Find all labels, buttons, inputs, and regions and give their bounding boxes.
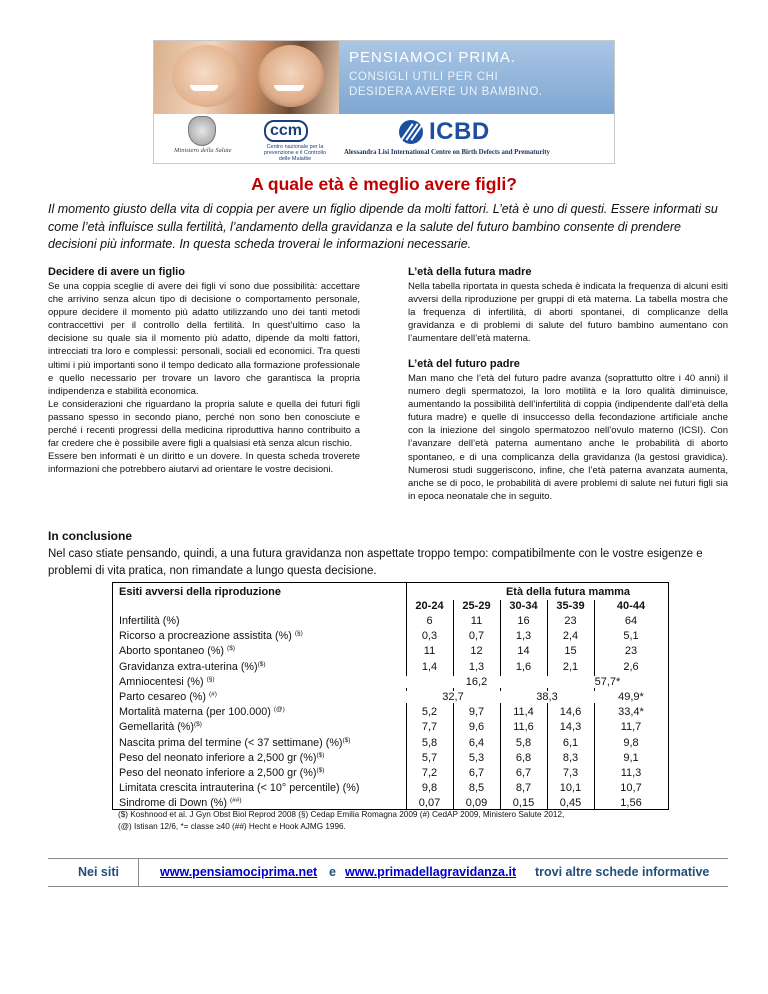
left-paragraph-1: Se una coppia sceglie di avere dei figli vi sono due possibilità: accettare che arrivino senza alcun tipo di decisione o comportamento personale, oppure decidere il momento più adatto utilizzando uno dei tanti metodi contraccettivi per il controllo della fertilità. In quest’ultimo caso la decisione su quale sia il momento più adatto, dipende da molti fattori, intrecciati tra loro e complessi: personali, sociali ed economici. Tra questi ultimi i più importanti sono il tempo dedicato alla formazione professionale e quello necessario per trovare un lavoro che garantisca la propria indipendenza e stabilità economica. — [48, 281, 360, 397]
table-cell: 8,7 — [515, 782, 532, 795]
table-row-source-mark: (§) — [206, 675, 215, 683]
table-cell: 9,8 — [623, 736, 639, 749]
table-row-label: Aborto spontaneo (%) ($) — [119, 645, 235, 658]
table-cell: 5,1 — [623, 630, 639, 643]
table-cell: 6,4 — [468, 736, 485, 749]
table-cell: 9,7 — [468, 706, 485, 719]
footer-label: Nei siti — [78, 865, 119, 879]
logo-strip — [154, 114, 614, 163]
intro-text: Il momento giusto della vita di coppia per avere un figlio dipende da molti fattori. L’età è uno di questi. Essere informati su come l’età influisce sulla fertilità, l’andamento della gravidanza e la salute del futuro bambino consente di prendere decisioni più informate. In questa scheda troverai le informazioni necessarie. — [48, 202, 718, 251]
left-paragraph-2: Le considerazioni che riguardano la propria salute e quella dei futuri figli passano spesso in secondo piano, perché non sono ben conosciute e perché i recenti progressi della medicina riproduttiva hanno contribuito a far credere che è possibile avere figli a qualsiasi età senza alcun rischio. — [48, 398, 360, 450]
table-cell: 0,3 — [421, 630, 438, 643]
table-cell: 5,8 — [421, 736, 438, 749]
table-cell: 5,3 — [468, 751, 485, 764]
table-row-source-mark: (#) — [209, 691, 217, 698]
table-cell: 0,45 — [559, 797, 582, 810]
table-cell: 14,6 — [559, 706, 582, 719]
table-merged-cell: 49,9* — [594, 691, 668, 703]
table-cell: 11 — [423, 645, 436, 658]
footnote-line-2: (@) Istisan 12/6, *= classe ≥40 (##) Hecht e Hook AJMG 1996. — [118, 822, 346, 831]
right-heading-father: L’età del futuro padre — [408, 358, 520, 370]
icbd-subtitle: Alessandra Lisi International Centre on Birth Defects and Prematurity — [344, 149, 550, 156]
table-cell: 8,3 — [562, 751, 579, 764]
banner-subtitle-2: DESIDERA AVERE UN BAMBINO. — [349, 86, 543, 98]
table-cell: 9,1 — [623, 751, 639, 764]
footer-divider-top — [48, 858, 728, 859]
table-cell: 0,09 — [465, 797, 488, 810]
table-merged-cell: 38,3 — [500, 691, 594, 703]
footer-tail: trovi altre schede informative — [535, 865, 710, 879]
table-cell: 6,1 — [562, 736, 579, 749]
table-cell: 7,7 — [421, 721, 438, 734]
table-merged-cell: 16,2 — [406, 676, 547, 688]
table-cell: 2,6 — [623, 660, 639, 673]
table-cell: 10,1 — [559, 782, 582, 795]
link-pensiamociprima[interactable]: www.pensiamociprima.net — [160, 865, 318, 879]
table-cell: 10,7 — [620, 782, 642, 795]
table-row-label: Infertilità (%) — [119, 615, 180, 627]
table-row-label: Gemellarità (%)($) — [119, 721, 202, 734]
footnote-line-1: ($) Koshnood et al. J Gyn Obst Biol Reprod 2008 (§) Cedap Emilia Romagna 2009 (#) CedAP 2009, Ministero Salute 2012, — [118, 810, 565, 819]
table-cell: 7,3 — [562, 767, 579, 779]
table-row-label: Parto cesareo (%) (#) — [119, 691, 217, 703]
table-cell: 11,6 — [513, 721, 534, 734]
ccm-logo: ccm — [264, 120, 308, 142]
table-column-header: 35-39 — [556, 600, 585, 612]
table-cell: 5,2 — [421, 706, 438, 719]
table-row-label: Limitata crescita intrauterina (< 10° percentile) (%) — [119, 782, 360, 795]
table-row-label: Mortalità materna (per 100.000) (@) — [119, 706, 285, 719]
conclusion-heading: In conclusione — [48, 529, 133, 543]
table-cell: 6,7 — [515, 767, 532, 779]
table-column-header: 20-24 — [415, 600, 444, 612]
table-cell: 11,7 — [620, 721, 642, 734]
table-cell: 14 — [517, 645, 530, 658]
table-cell: 0,15 — [512, 797, 535, 810]
ccm-subtitle: Centro nazionale per la prevenzione e il Controllo delle Malattie — [263, 144, 327, 162]
table-row-label: Peso del neonato inferiore a 2,500 gr (%)($) — [119, 751, 325, 764]
table-row-label: Sindrome di Down (%) (##) — [119, 797, 242, 810]
table-column-header: 25-29 — [462, 600, 491, 612]
table-cell: 8,5 — [468, 782, 485, 795]
banner-subtitle-1: CONSIGLI UTILI PER CHI — [349, 71, 499, 83]
table-cell: 6 — [426, 615, 433, 627]
table-cell: 1,3 — [468, 660, 485, 673]
conclusion-text: Nel caso stiate pensando, quindi, a una futura gravidanza non aspettate troppo tempo: compatibilmente con le vostre esigenze e problemi di vita pratica, non rimandate a lungo questa decisione. — [48, 548, 703, 577]
table-cell: 16 — [517, 615, 530, 627]
republic-emblem-icon — [188, 116, 216, 146]
footer-and: e — [329, 865, 336, 879]
table-cell: 5,7 — [421, 751, 438, 764]
right-paragraph-mother: Nella tabella riportata in questa scheda è indicata la frequenza di alcuni esiti avversi della riproduzione per gruppi di età materna. La tabella mostra che la frequenza di infertilità, di aborti spontanei, di complicanze della gravidanza e di problemi di salute del futuro bambino aumentano con l’aumentare dell’età materna. — [408, 281, 728, 345]
table-merged-cell: 57,7* — [547, 676, 668, 688]
table-cell: 0,7 — [468, 630, 485, 643]
right-heading-mother: L’età della futura madre — [408, 266, 532, 278]
table-row-label: Nascita prima del termine (< 37 settimane) (%)($) — [119, 736, 351, 749]
table-cell: 2,1 — [562, 660, 579, 673]
outcomes-table — [112, 582, 669, 810]
header-banner — [153, 40, 615, 164]
banner-title: PENSIAMOCI PRIMA. — [349, 49, 517, 66]
left-body — [48, 280, 360, 476]
table-cell: 11,4 — [513, 706, 534, 719]
table-cell: 23 — [564, 615, 577, 627]
table-column-header: 30-34 — [509, 600, 538, 612]
table-cell: 23 — [624, 645, 638, 658]
table-cell: 1,56 — [620, 797, 642, 810]
footer-separator — [138, 859, 139, 886]
table-row-source-mark: (##) — [230, 797, 242, 805]
table-row-source-mark: ($) — [194, 721, 202, 729]
footer-divider-bottom — [48, 886, 728, 887]
table-cell: 14,3 — [559, 721, 582, 734]
table-cell: 0,07 — [418, 797, 441, 810]
ministero-label: Ministero della Salute — [174, 147, 232, 154]
left-heading: Decidere di avere un figlio — [48, 266, 185, 278]
table-row-source-mark: (@) — [273, 706, 285, 714]
table-label-header: Esiti avversi della riproduzione — [119, 586, 281, 598]
table-cell: 1,6 — [515, 660, 532, 673]
table-cell: 1,3 — [515, 630, 532, 643]
table-row-source-mark: (§) — [294, 630, 303, 638]
table-cell: 11,3 — [620, 767, 642, 779]
table-cell: 2,4 — [562, 630, 579, 643]
link-primadellagravidanza[interactable]: www.primadellagravidanza.it — [345, 865, 517, 879]
table-cell: 9,6 — [468, 721, 485, 734]
table-column-header: 40-44 — [616, 600, 646, 612]
table-cell: 9,8 — [421, 782, 438, 795]
table-cell: 1,4 — [421, 660, 438, 673]
table-cell: 15 — [564, 645, 577, 658]
table-cell: 6,7 — [468, 767, 485, 779]
page-title: A quale età è meglio avere figli? — [251, 174, 517, 194]
table-row-label: Gravidanza extra-uterina (%)($) — [119, 660, 266, 673]
table-row-source-mark: ($) — [316, 751, 325, 759]
icbd-logo: ICBD — [429, 118, 490, 145]
left-paragraph-3: Essere ben informati è un diritto e un dovere. In questa scheda troverete informazioni che potrebbero aiutarvi ad orientare le vostre decisioni. — [48, 451, 360, 476]
table-row-label: Amniocentesi (%) (§) — [119, 675, 215, 688]
table-row-source-mark: ($) — [227, 645, 235, 653]
table-row-source-mark: ($) — [316, 767, 325, 774]
table-cell: 12 — [470, 645, 483, 658]
table-cell: 33,4* — [618, 706, 644, 719]
table-age-header: Età della futura mamma — [505, 586, 631, 598]
right-paragraph-father: Man mano che l’età del futuro padre avanza (soprattutto oltre i 40 anni) il numero degli spermatozoi, la loro motilità e la loro qualità diminuisce, aumentando la possibilità dell’infertilità di coppia (indipendente dall’età della futura madre) e quelle di insuccesso della fecondazione artificiale anche con la iniezione del singolo spermatozoo nell’ovulo materno (ICSI). Con l’avanzare dell’età paterna aumentano anche le probabilità di aborto spontaneo, e di una complicanza della gravidanza (la gestosi gravidica). Numerosi studi suggeriscono, infine, che l’età paterna avanzata aumenta, anche se di poco, le probabilità di avere problemi di salute nei futuri figli sia in epoca neonatale che in seguito. — [408, 373, 728, 502]
table-row-source-mark: ($) — [257, 660, 266, 668]
table-merged-cell: 32,7 — [406, 691, 500, 703]
table-cell: 5,8 — [515, 736, 532, 749]
table-cell: 7,2 — [421, 767, 438, 779]
couple-photo — [154, 41, 339, 114]
table-cell: 6,8 — [515, 751, 532, 764]
table-cell: 11 — [470, 615, 483, 627]
table-row-label: Ricorso a procreazione assistita (%) (§) — [119, 630, 303, 643]
table-row-label: Peso del neonato inferiore a 2,500 gr (%)($) — [119, 767, 325, 779]
table-cell: 64 — [624, 615, 638, 627]
icbd-logo-icon — [399, 120, 423, 144]
table-row-source-mark: ($) — [342, 736, 351, 744]
